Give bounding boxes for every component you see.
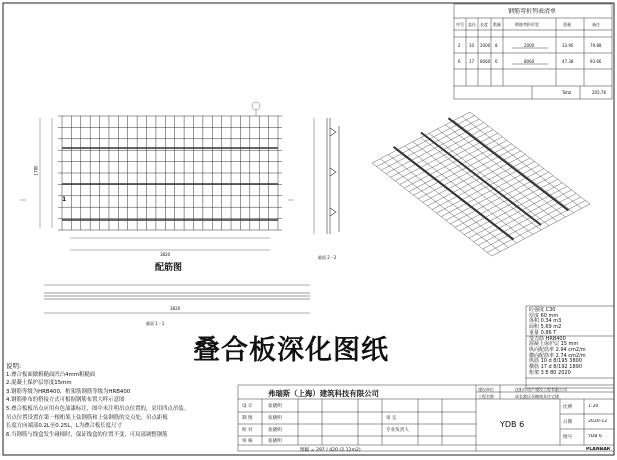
note-item: 1.叠合板面做粗糙面凹凸4mm粗糙面 (6, 371, 96, 378)
project-label: 建设单位 (478, 387, 494, 392)
note-item: 吊点位置设置在第一根桁架上弦钢筋和上弦钢筋的交点处，吊点距板 (6, 414, 168, 421)
tb-row-name: 张晓明 (268, 416, 282, 421)
iso-rebar-long (380, 159, 500, 252)
iso-rebar-long (388, 155, 508, 248)
spec-line: 重量 0.86 T (529, 329, 557, 336)
note-item: 长度方向端部0.2L至0.25L，L为叠合板长度尺寸 (6, 423, 122, 430)
footer-brand: PLANBAR (586, 447, 611, 452)
rebar-total-label: Total (562, 90, 572, 95)
date-value: 2020-12 (588, 419, 608, 424)
section-2-2 (314, 118, 339, 234)
iso-rebar-long (421, 138, 541, 231)
tb-row-label: 制 图 (242, 416, 253, 421)
tb-row-label: 设 计 (242, 404, 253, 409)
isometric-slab (372, 112, 590, 256)
spec-line: 横向配筋率 2.74 cm2/m (529, 352, 586, 359)
spec-line: 桁架 3 E 80 2020 (529, 369, 571, 376)
spec-list (529, 308, 613, 376)
rebar-table (454, 4, 612, 99)
rebar-row1-dia: 10 (469, 43, 475, 48)
iso-rebar-long (405, 146, 525, 239)
name-value: 成长港区东侧商业住宅楼 (515, 394, 559, 399)
rebar-col-dia: 直径 (468, 22, 476, 27)
project-value: 沈阳市房产建设工程有限公司 (515, 387, 567, 392)
sheet-label: 图号 (563, 435, 573, 440)
section-1-label: 截面 1 - 1 (146, 321, 165, 326)
rebar-col-len: 长度 (480, 22, 488, 27)
tb-row-label: 审 定 (386, 416, 397, 421)
spec-line: 面积 5.69 m2 (529, 324, 562, 331)
rebar-row2-w2: 93.66 (590, 59, 602, 64)
note-item: 2.混凝土保护层厚度15mm (6, 380, 72, 387)
plan-width-dim: 3820 (160, 252, 171, 257)
notes-heading: 说明: (6, 362, 22, 370)
iso-rebar-long (462, 116, 582, 208)
spec-line: 体积 0.34 m3 (529, 318, 562, 325)
iso-rebar-long (413, 142, 533, 235)
scale-label: 比例 (563, 405, 573, 410)
tb-row-label: 审 核 (242, 439, 253, 444)
note-item: 4.钢筋排布的搭接方式可根据钢筋布置大样示意图 (6, 397, 125, 404)
sheet-value: YDB 6 (588, 434, 602, 439)
notes (6, 362, 232, 439)
plan-height-dim: 1780 (33, 165, 39, 176)
spec-line: 砼强度 C30 (529, 307, 556, 313)
rebar-row2-no: 6 (458, 59, 461, 64)
rebar-col-shape: 钢筋弯折形状 (515, 22, 539, 27)
iso-rebar-long (429, 133, 549, 225)
note-item: 3.钢筋等级为HRB400，桁架筋钢筋等级为HRB400 (6, 388, 131, 395)
iso-rebar-long (446, 125, 566, 217)
plan-title: 配筋图 (155, 263, 183, 273)
rebar-row1-w1: 33.90 (562, 43, 574, 48)
iso-truss (421, 133, 541, 226)
rebar-row1-no: 2 (458, 43, 461, 48)
rebar-row1-len: 2000 (480, 43, 491, 48)
tb-row-label: 专业负责人 (386, 428, 409, 433)
spec-line: 纵向配筋率 2.94 cm2/m (529, 346, 586, 353)
note-item: 5.叠合板板吊点应用有色油漆标注，图中未注明吊点位置的，采用四点吊装。 (6, 405, 190, 412)
spec-line: 受力筋 HRB400 (529, 335, 566, 342)
rebar-col-note: 备注 (592, 22, 600, 27)
scale-value: 1:20 (588, 404, 599, 409)
rebar-row1-shape: 2000 (524, 43, 535, 48)
spec-line: 横筋 17 d 8/192 1890 (529, 364, 583, 371)
rebar-row1-qty: 8 (495, 43, 498, 48)
drawing-number: YDB 6 (500, 420, 525, 429)
iso-truss (448, 118, 568, 210)
section-2-label: 截面 2 - 2 (318, 255, 337, 260)
spec-line: 纵筋 10 d 8/195 3800 (529, 358, 583, 365)
rebar-row1-w2: 79.88 (590, 43, 602, 48)
tb-row-name: 张晓明 (268, 428, 282, 433)
section-1-dim: 3820 (170, 306, 181, 311)
rebar-row2-qty: 6 (495, 59, 498, 64)
iso-rebar-long (454, 121, 574, 213)
rebar-col-weight: 重量 (563, 22, 571, 27)
rebar-table-title: 钢筋弯折列表清单 (508, 8, 557, 15)
plan-section-marker-left: 1 (62, 196, 67, 203)
rebar-col-no: 序号 (456, 22, 464, 27)
note-item: 6.当钢筋与线盒发生碰撞时，保证线盒的位置不变，可局部调整钢筋 (6, 431, 168, 438)
footer-paper-size: 图幅 = 297 / 420 (2.12m2) (300, 448, 361, 453)
date-label: 日期 (563, 420, 573, 425)
rebar-row2-w1: 47.38 (562, 59, 574, 64)
rebar-row2-shape: 8060 (524, 59, 535, 64)
rebar-row2-dia: 17 (469, 59, 475, 64)
tb-row-name: 张晓明 (268, 439, 282, 444)
spec-line: 厚度 60 mm (529, 312, 559, 319)
tb-row-label: 校 对 (242, 428, 253, 433)
name-label: 工程名称 (478, 394, 494, 399)
page-title: 叠合板深化图纸 (193, 335, 389, 366)
iso-rebar-long (437, 129, 557, 221)
company-name: 弗瑞斯（上海）建筑科技有限公司 (268, 389, 379, 398)
tb-row-name: 张晓明 (268, 404, 282, 409)
plan-dimensions (20, 102, 294, 250)
iso-truss (394, 147, 514, 240)
spec-line: 混凝土保护层 15 mm (529, 341, 579, 348)
rebar-col-qty: 数量 (493, 22, 501, 27)
plan-mesh (58, 116, 282, 230)
rebar-row2-len: 8060 (480, 59, 491, 64)
rebar-total-value: 205.76 (592, 90, 606, 95)
